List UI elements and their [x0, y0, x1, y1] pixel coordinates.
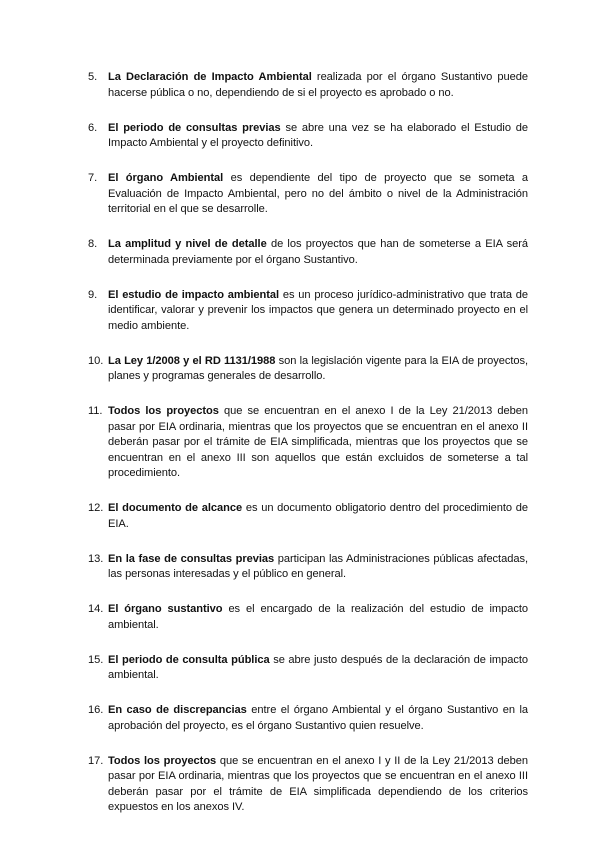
- list-item: [88, 653, 528, 684]
- item-number: 14.: [88, 603, 104, 615]
- item-text: entre el órgano Ambiental y el órgano Sustantivo en la aprobación del proyecto, es el órgano Sustantivo quien resuelve.: [108, 704, 528, 732]
- item-lead: El órgano Ambiental: [108, 172, 224, 184]
- item-lead: El periodo de consulta pública: [108, 653, 270, 666]
- item-lead: En la fase de consultas previas: [108, 552, 275, 565]
- item-number: 8.: [88, 238, 98, 250]
- item-text: es un proceso jurídico-administrativo que trata de identificar, valorar y prevenir los impactos que genera un determinado proyecto en el medio ambiente.: [108, 288, 528, 332]
- item-lead: El periodo de consultas previas: [108, 121, 281, 134]
- list-item: [88, 354, 528, 385]
- item-lead: Todos los proyectos: [108, 754, 217, 767]
- item-lead: El estudio de impacto ambiental: [108, 288, 280, 301]
- item-number: 13.: [88, 552, 104, 565]
- list-item: [88, 288, 528, 335]
- item-lead: En caso de discrepancias: [108, 704, 247, 716]
- item-number: 11.: [88, 405, 103, 417]
- list-item: [88, 171, 528, 218]
- item-text: son la legislación vigente para la EIA de proyectos, planes y programas generales de desarrollo.: [108, 354, 528, 382]
- item-number: 9.: [88, 288, 98, 301]
- item-lead: La amplitud y nivel de detalle: [108, 238, 267, 250]
- item-lead: El documento de alcance: [108, 502, 243, 514]
- item-number: 17.: [88, 754, 104, 767]
- item-number: 5.: [88, 71, 98, 83]
- list-item: [88, 501, 528, 532]
- statement-list: [88, 70, 528, 835]
- item-text: participan las Administraciones públicas afectadas, las personas interesadas y el público en general.: [108, 552, 528, 580]
- item-lead: El órgano sustantivo: [108, 603, 223, 615]
- item-lead: Todos los proyectos: [108, 405, 219, 417]
- list-item: [88, 404, 528, 482]
- list-item: [88, 552, 528, 583]
- list-item: [88, 70, 528, 101]
- item-number: 10.: [88, 354, 104, 367]
- item-number: 16.: [88, 704, 104, 716]
- list-item: [88, 121, 528, 152]
- item-number: 6.: [88, 121, 98, 134]
- item-text: se abre justo después de la declaración de impacto ambiental.: [108, 653, 528, 681]
- item-number: 12.: [88, 502, 104, 514]
- item-number: 7.: [88, 172, 98, 184]
- item-text: es un documento obligatorio dentro del procedimiento de EIA.: [108, 502, 529, 530]
- item-text: es el encargado de la realización del estudio de impacto ambiental.: [108, 603, 528, 631]
- item-text: de los proyectos que han de someterse a EIA será determinada previamente por el órgano Sustantivo.: [108, 238, 528, 266]
- item-text: que se encuentran en el anexo I y II de la Ley 21/2013 deben pasar por EIA ordinaria, mientras que los proyectos que se encuentran en el anexo III deberán pasar por el trámite de EIA simplificada dependiendo de los criterios expuestos en los anexos IV.: [108, 754, 528, 813]
- list-item: [88, 237, 528, 268]
- item-number: 15.: [88, 653, 104, 666]
- list-item: [88, 703, 528, 734]
- item-text: se abre una vez se ha elaborado el Estudio de Impacto Ambiental y el proyecto definitivo.: [108, 121, 528, 149]
- list-item: [88, 602, 528, 633]
- list-item: [88, 754, 528, 816]
- item-text: realizada por el órgano Sustantivo puede hacerse pública o no, dependiendo de si el proyecto es aprobado o no.: [108, 71, 528, 99]
- item-text: es dependiente del tipo de proyecto que se someta a Evaluación de Impacto Ambiental, pero no del ámbito o nivel de la Administración territorial en el que se desarrolle.: [108, 172, 528, 215]
- item-lead: La Declaración de Impacto Ambiental: [108, 71, 312, 83]
- item-lead: La Ley 1/2008 y el RD 1131/1988: [108, 354, 276, 367]
- item-text: que se encuentran en el anexo I de la Ley 21/2013 deben pasar por EIA ordinaria, mientras que los proyectos que se encuentran en el anexo II deberán pasar por el trámite de EIA simplificada, mientras que los proyectos que se encuentran en el anexo III son aquellos que están excluidos de someterse a tal procedimiento.: [108, 405, 528, 479]
